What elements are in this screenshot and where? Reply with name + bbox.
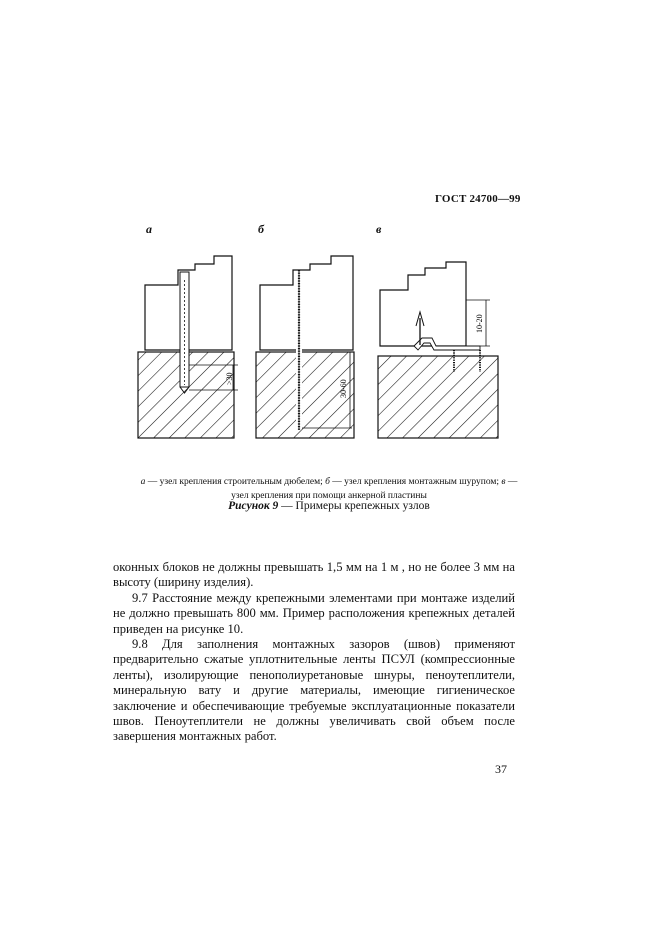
body-text xyxy=(113,560,515,745)
page-number: 37 xyxy=(495,762,507,776)
panel-label-b: б xyxy=(258,222,264,236)
wall-hatched-c xyxy=(378,356,498,438)
panel-a-dowel-node xyxy=(138,256,238,438)
figure-legend: а — узел крепления строительным дюбелем; б — узел крепления монтажным шурупом; в — узел крепления при помощи анкерной пластины xyxy=(140,477,518,501)
window-frame-profile-b xyxy=(260,256,353,350)
panel-label-c: в xyxy=(376,222,382,236)
panel-label-a: а xyxy=(146,222,152,236)
dimension-a: >30 xyxy=(225,372,234,385)
figure-caption: Рисунок 9 — Примеры крепежных узлов xyxy=(228,500,430,512)
dimension-b: 30-60 xyxy=(339,379,348,398)
panel-c-anchor-plate-node xyxy=(378,262,498,438)
dimension-c: 10-20 xyxy=(475,314,484,333)
panel-b-screw-node xyxy=(256,256,354,438)
paragraph-continuation: оконных блоков не должны превышать 1,5 мм на 1 м , но не более 3 мм на высоту (ширину изделия). xyxy=(113,560,515,590)
window-frame-profile-c xyxy=(380,262,466,346)
standard-code-header: ГОСТ 24700—99 xyxy=(435,193,521,205)
paragraph-9-8: 9.8 Для заполнения монтажных зазоров (швов) применяют предварительно сжатые уплотнительные ленты ПСУЛ (компрессионные ленты), изолирующие пенополиуретановые шнуры, пеноутеплители, минеральную вату и другие материалы, имеющие гигиеническое заключение и обеспечивающие требуемые эксплуатационные показатели швов. Пеноутеплители не должны увеличивать свой объем после завершения монтажных работ. xyxy=(113,637,515,744)
paragraph-9-7: 9.7 Расстояние между крепежными элементами при монтаже изделий не должно превышать 800 мм. Пример расположения крепежных деталей приведен на рисунке 10. xyxy=(113,590,515,636)
